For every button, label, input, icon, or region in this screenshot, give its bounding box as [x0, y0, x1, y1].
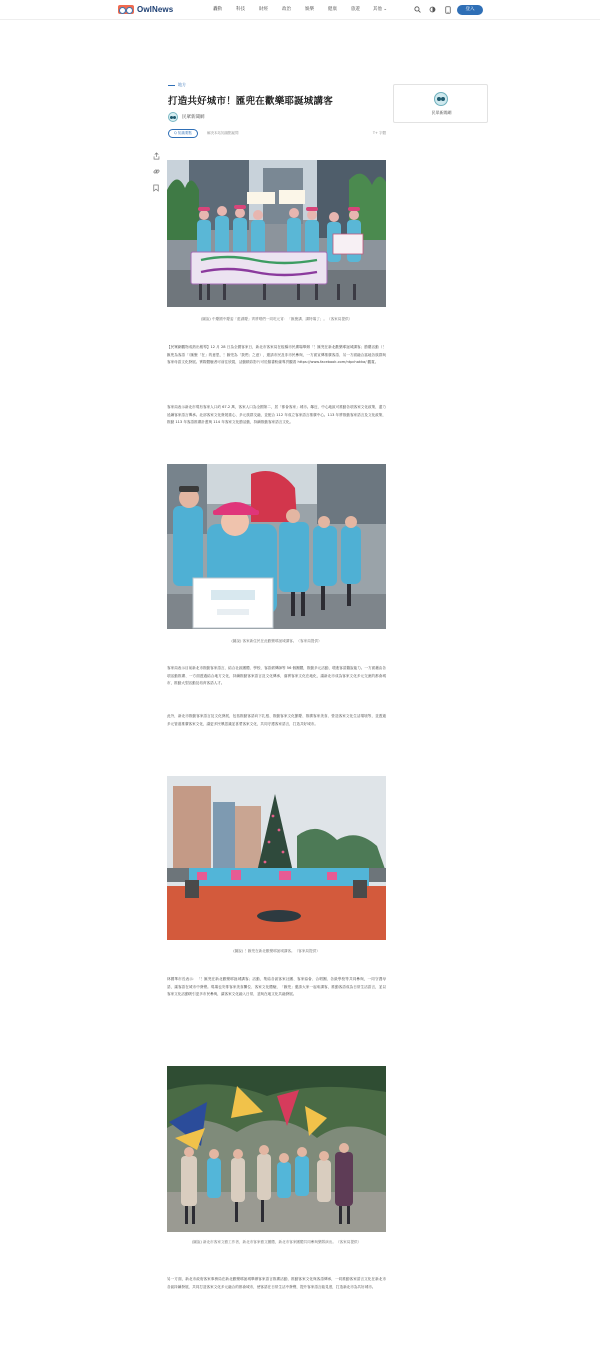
article-tools [168, 129, 386, 138]
nav-item-travel[interactable]: 旅遊 [351, 7, 360, 12]
article-photo-4 [167, 1066, 386, 1232]
category-nav [206, 6, 393, 12]
article-photo-1 [167, 160, 386, 307]
login-button[interactable]: 登入 [457, 5, 483, 15]
brand-name: OwlNews [137, 5, 174, 14]
rally-banner-photo [167, 160, 386, 307]
nav-item-politics[interactable]: 政治 [282, 7, 291, 12]
nav-item-entertainment[interactable]: 娛樂 [305, 7, 314, 12]
fact-check-button[interactable]: Q 知識要點 [168, 129, 198, 138]
author-name: 民眾新聞網 [182, 115, 205, 120]
article-photo-2 [167, 464, 386, 629]
nav-more-dropdown[interactable]: 其他 ⌄ [372, 7, 388, 12]
article-paragraph-4: 此外，新北市推動客家語言及文化發展，包括推動客語向下扎根、推動客家文化節慶、推廣客家美食、營造客家文化生活環境等，並透過多元管道推廣客家文化，讓更多民眾認識並喜愛客家文化，共同守護客家語言，打造共好城市。 [167, 714, 386, 726]
article-paragraph-5: 林國華市長表示：「！匯兜在新北歡樂耶誕城講客」活動，集結各區客家社團、客家協會、合唱團、各級學校等共同參與，一同守護母語，讓客語在城市中發聲。現場也安排客家美食攤位、客家文化體驗，「匯兜」邀請大家一起來講客，推動客語成為日常生活語言，並以客家文化活動吸引更多市民參與，讓客家文化融入日常，並與在地文化共融發展。 [167, 977, 386, 997]
article-paragraph-6: 另一方面，新北市政府客家事務局在新北歡樂耶誕城舉辦客家語言推廣活動，推動客家文化與客語傳承，一同推動客家語言文化在新北市各區持續發展，共同打造客家文化多元融合的都會城市，使客語在日常生活中發聲，提升客家語言能見度，打造新北市為共好城市。 [167, 1277, 386, 1289]
photo-caption-4: (圖說) 新北市客家文藝工作者，新北市客家藝文團體，新北市客家團體共同參與樂隊演出。（客家局提供） [191, 1240, 362, 1244]
search-icon[interactable] [413, 5, 422, 14]
category-divider [168, 85, 175, 86]
author-card-avatar [434, 92, 448, 106]
theme-toggle-icon[interactable] [428, 5, 437, 14]
copy-link-icon[interactable] [152, 167, 160, 176]
article-title: 打造共好城市！匯兜在歡樂耶誕城講客 [168, 96, 333, 107]
photo-caption-2: (圖說) 客家新住民在此歡樂耶誕城講客。（客家局提供） [231, 639, 322, 643]
nav-item-trending[interactable]: 轟動 [213, 7, 222, 12]
share-icon[interactable] [152, 151, 160, 160]
article-photo-3 [167, 776, 386, 940]
author-card[interactable] [393, 84, 488, 123]
top-navigation [0, 0, 600, 20]
christmas-tree-plaza-photo [167, 776, 386, 940]
fact-check-note: 解決本站知識點疑問 [207, 131, 239, 135]
nav-item-health[interactable]: 健康 [328, 7, 337, 12]
photo-caption-3: (圖說) ！匯兜在新北歡樂耶誕城講客。（客家局提供） [233, 949, 320, 953]
owl-logo-icon [118, 5, 134, 14]
nav-item-finance[interactable]: 財經 [259, 7, 268, 12]
category-label: 地方 [178, 82, 186, 87]
font-size-toggle[interactable]: T+ 字體 [372, 131, 386, 135]
site-logo[interactable] [118, 5, 173, 14]
share-rail [152, 151, 160, 192]
nav-item-tech[interactable]: 科技 [236, 7, 245, 12]
article-paragraph-2: 客家局表示新北市現有客家人口約 67.2 萬，客家人口為全國第二，居「都會客家」城市。鄰近、中心地區可推動各項客家文化政策，盡力延續客家語言傳承。北部客家文化發展重心、多元族群交融，並配合 112 年成立客家語言推廣中心。113 年將推動客家語言及文化政策，推動 113 年客語推廣計畫與 114 年客家文化節活動，持續推動客家語言文化。 [167, 405, 386, 425]
photo-caption-1: (圖說) 中慶國中慶委「藍湖慶」齊將唱們一同吃元宵：「匯聚講、講特場了」。（客家局提供） [200, 317, 353, 321]
bookmark-icon[interactable] [152, 183, 160, 192]
author-byline[interactable] [168, 112, 205, 122]
flag-parade-photo [167, 1066, 386, 1232]
mobile-app-icon[interactable] [443, 5, 452, 14]
author-avatar [168, 112, 178, 122]
ntpc-hakka-sign-photo [167, 464, 386, 629]
article-category[interactable] [168, 82, 186, 88]
article-paragraph-1: 【民眾網觀物成熟出報導】12 月 28 日為全國客家日，新北市客家局在板橋市民廣場舉辦「！匯兜在新北歡樂耶誕城講客」節慶活動（！匯兜為客語「（匯聚「在」的意思，！匯兜為「我們」之意），邀請市民及非市民參與，一方面宣傳推廣客語、另一方面融合當地各族群與客家母語文化發展。實際體驗者可前往欣賞，活動精彩影片可於臉書粉絲專頁觀看 https://www.facebook.com/ntpchakka/ 觀賞。 [167, 345, 386, 365]
author-card-name: 民眾新聞網 [431, 110, 452, 115]
article-paragraph-3: 客家局表示目前新北市推動客家語言，結合社區團體、學校、客語薪傳師等 56 個團體，推動多元活動，增進客語聽說能力。一方面藉由各項活動推廣、一方面透過結合地方文化，持續推動客家語言及文化傳承，落實客家文化在地化，讓新北市成為客家文化多元交流的都會城市，推動大型活動及培育客語人才。 [167, 666, 386, 686]
